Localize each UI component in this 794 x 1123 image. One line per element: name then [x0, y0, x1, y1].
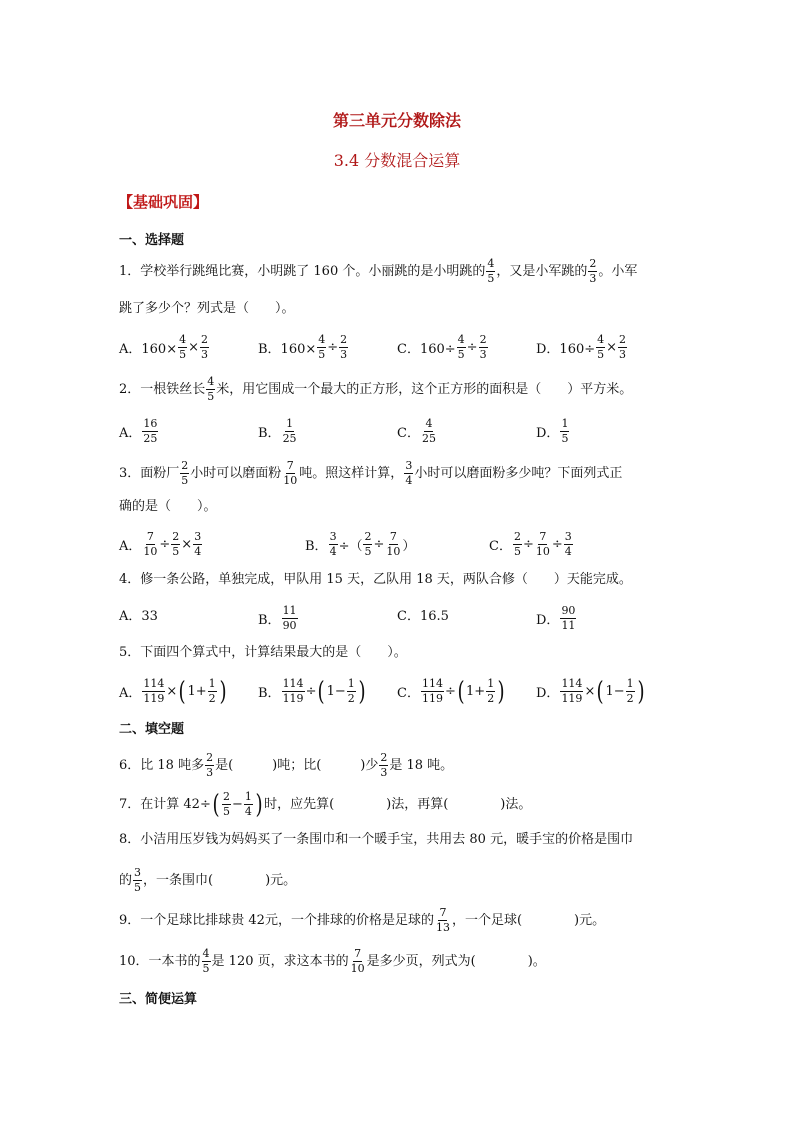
- question-8-line2: 的 $\frac{3}{5}$ ，一条围巾( )元。: [119, 866, 297, 894]
- q4-option-d[interactable]: D． $\frac{90}{11}$: [536, 604, 576, 632]
- question-4: 4．修一条公路，单独完成，甲队用 15 天，乙队用 18 天，两队合修（ ）天能完成。: [119, 572, 632, 587]
- question-5: 5．下面四个算式中，计算结果最大的是（ ）。: [119, 645, 407, 660]
- q5-option-a[interactable]: A． $\frac{114}{119}$ × ( 1+ $\frac{1}{2}$ ): [119, 676, 227, 707]
- q1-option-b[interactable]: B．160× $\frac{4}{5}$ ÷ $\frac{2}{3}$: [258, 333, 348, 361]
- q4-option-a[interactable]: A．33: [119, 609, 158, 624]
- fraction: $\frac{4}{5}$: [487, 257, 495, 285]
- lesson-title: 3.4 分数混合运算: [333, 151, 461, 170]
- question-1-line2: 跳了多少个？列式是（ ）。: [119, 301, 295, 316]
- question-6: 6．比 18 吨多 $\frac{2}{3}$ 是( )吨；比( )少 $\frac{2}{3}$ 是 18 吨。: [119, 751, 454, 779]
- q3-option-c[interactable]: C． $\frac{2}{5}$ ÷ $\frac{7}{10}$ ÷ $\frac{3}{4}$: [489, 530, 572, 558]
- q5-option-c[interactable]: C． $\frac{114}{119}$ ÷ ( 1+ $\frac{1}{2}$ ): [397, 676, 505, 707]
- q1-option-d[interactable]: D．160÷ $\frac{4}{5}$ × $\frac{2}{3}$: [536, 333, 627, 361]
- question-9: 9．一个足球比排球贵 42元，一个排球的价格是足球的 $\frac{7}{13}$ ，一个足球( )元。: [119, 906, 606, 934]
- question-2: 2．一根铁丝长 $\frac{4}{5}$ 米，用它围成一个最大的正方形，这个正方形的面积是（ ）平方米。: [119, 375, 633, 403]
- q2-option-b[interactable]: B． $\frac{1}{25}$: [258, 417, 297, 445]
- q3-option-b[interactable]: B． $\frac{3}{4}$ ÷（ $\frac{2}{5}$ ÷ $\frac{7}{10}$ ）: [305, 530, 416, 558]
- q2-option-d[interactable]: D． $\frac{1}{5}$: [536, 417, 569, 445]
- section-basic: 【基础巩固】: [118, 193, 209, 211]
- q3-option-a[interactable]: A． $\frac{7}{10}$ ÷ $\frac{2}{5}$ × $\frac{3}{4}$: [119, 530, 202, 558]
- question-3: 3．面粉厂 $\frac{2}{5}$ 小时可以磨面粉 $\frac{7}{10}$ 吨。照这样计算， $\frac{3}{4}$ 小时可以磨面粉多少吨？下面列式正: [119, 459, 623, 487]
- question-1: 1．学校举行跳绳比赛，小明跳了 160 个。小丽跳的是小明跳的 $\frac{4}{5}$ ，又是小军跳的 $\frac{2}{3}$ 。小军: [119, 257, 638, 285]
- q4-option-b[interactable]: B． $\frac{11}{90}$: [258, 604, 297, 632]
- section-choice: 一、选择题: [119, 233, 185, 248]
- section-simplify: 三、简便运算: [119, 992, 198, 1007]
- question-8: 8．小洁用压岁钱为妈妈买了一条围巾和一个暖手宝，共用去 80 元，暖手宝的价格是围巾: [119, 832, 634, 847]
- q5-option-b[interactable]: B． $\frac{114}{119}$ ÷ ( 1− $\frac{1}{2}$ ): [258, 676, 366, 707]
- q5-option-d[interactable]: D． $\frac{114}{119}$ × ( 1− $\frac{1}{2}$ ): [536, 676, 645, 707]
- section-fill: 二、填空题: [119, 722, 185, 737]
- q2-option-a[interactable]: A． $\frac{16}{25}$: [119, 417, 158, 445]
- fraction: $\frac{2}{3}$: [589, 257, 597, 285]
- q4-option-c[interactable]: C．16.5: [397, 609, 449, 624]
- q2-option-c[interactable]: C． $\frac{4}{25}$: [397, 417, 436, 445]
- unit-title: 第三单元分数除法: [332, 111, 461, 130]
- question-7: 7．在计算 42÷ ( $\frac{2}{5}$ − $\frac{1}{4}$ ) 时，应先算( )法，再算( )法。: [119, 789, 532, 820]
- q1-option-a[interactable]: A．160× $\frac{4}{5}$ × $\frac{2}{3}$: [119, 333, 209, 361]
- question-3-line2: 确的是（ ）。: [119, 499, 217, 514]
- question-10: 10．一本书的 $\frac{4}{5}$ 是 120 页，求这本书的 $\frac{7}{10}$ 是多少页，列式为( )。: [119, 947, 546, 975]
- q1-option-c[interactable]: C．160÷ $\frac{4}{5}$ ÷ $\frac{2}{3}$: [397, 333, 487, 361]
